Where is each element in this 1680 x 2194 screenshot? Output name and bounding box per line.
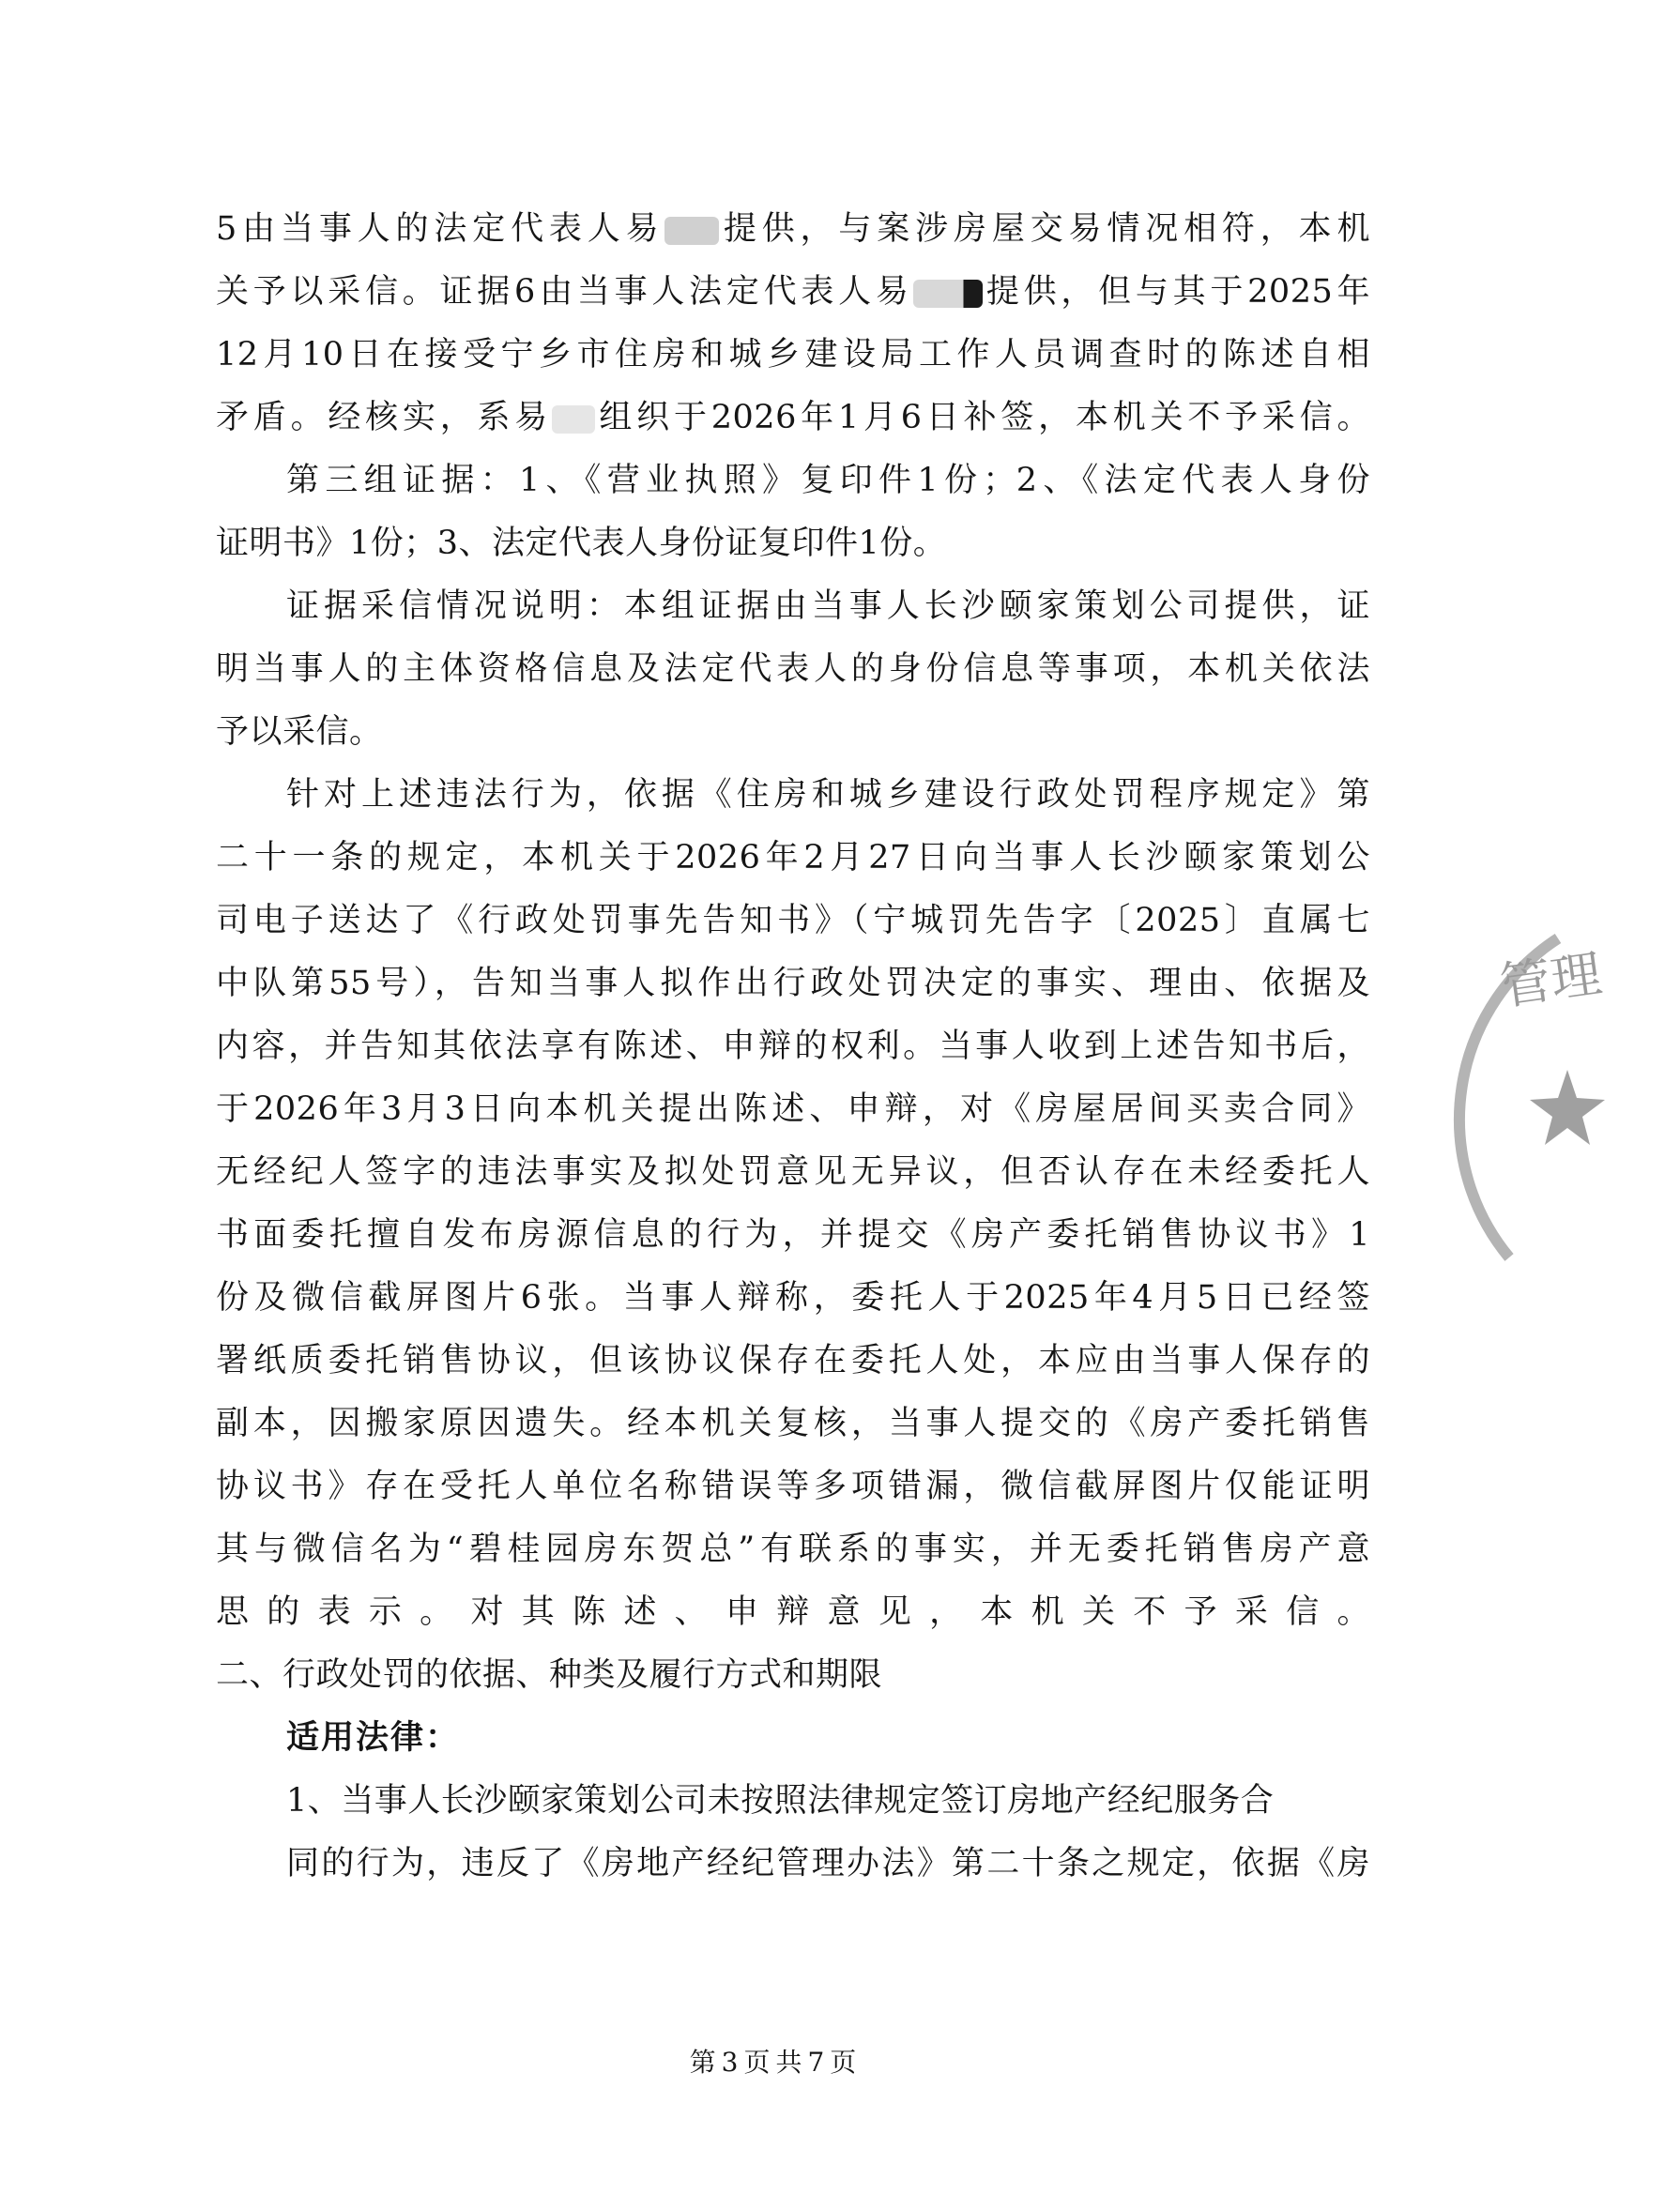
text-line: 第三组证据：1、《营业执照》复印件1份；2、《法定代表人身份 (286, 462, 1370, 499)
text-line: 同的行为，违反了《房地产经纪管理办法》第二十条之规定，依据《房 (286, 1845, 1370, 1882)
text-line: 无经纪人签字的违法事实及拟处罚意见无异议，但否认存在未经委托人 (216, 1153, 1370, 1191)
text-line: 于2026年3月3日向本机关提出陈述、申辩，对《房屋居间买卖合同》 (216, 1090, 1370, 1128)
text-line: 书面委托擅自发布房源信息的行为，并提交《房产委托销售协议书》1 (216, 1216, 1370, 1254)
text-line: 证据采信情况说明：本组证据由当事人长沙颐家策划公司提供，证 (286, 587, 1370, 625)
text-line: 份及微信截屏图片6张。当事人辩称，委托人于2025年4月5日已经签 (216, 1279, 1370, 1317)
text-line: 针对上述违法行为，依据《住房和城乡建设行政处罚程序规定》第 (286, 776, 1370, 814)
text-line: 5由当事人的法定代表人易 提供，与案涉房屋交易情况相符，本机 (216, 210, 1370, 248)
text-line: 关予以采信。证据6由当事人法定代表人易 提供，但与其于2025年 (216, 273, 1370, 311)
redaction-mark (552, 405, 595, 434)
text-line: 中队第55号），告知当事人拟作出行政处罚决定的事实、理由、依据及 (216, 965, 1370, 1002)
text-line: 明当事人的主体资格信息及法定代表人的身份信息等事项，本机关依法 (216, 650, 1370, 688)
section-heading: 适用法律： (286, 1719, 461, 1757)
text-line: 二十一条的规定，本机关于2026年2月27日向当事人长沙颐家策划公 (216, 839, 1370, 876)
text-line: 其与微信名为“碧桂园房东贺总”有联系的事实，并无委托销售房产意 (216, 1531, 1370, 1568)
text-line: 12月10日在接受宁乡市住房和城乡建设局工作人员调查时的陈述自相 (216, 336, 1370, 373)
text-line: 司电子送达了《行政处罚事先告知书》（宁城罚先告字〔2025〕直属七 (216, 902, 1370, 939)
body-text (216, 201, 1370, 1961)
text-line: 予以采信。 (216, 713, 383, 751)
official-seal-fragment (1492, 929, 1680, 1286)
text-line: 二、行政处罚的依据、种类及履行方式和期限 (216, 1656, 883, 1694)
text-line (216, 1898, 1370, 1961)
redaction-mark (664, 217, 719, 245)
redaction-mark (913, 280, 983, 308)
text-line: 署纸质委托销售协议，但该协议保存在委托人处，本应由当事人保存的 (216, 1342, 1370, 1379)
text-line: 协议书》存在受托人单位名称错误等多项错漏，微信截屏图片仅能证明 (216, 1468, 1370, 1505)
text-line: 证明书》1份；3、法定代表人身份证复印件1份。 (216, 525, 947, 562)
text-line: 矛盾。经核实，系易 组织于2026年1月6日补签，本机关不予采信。 (216, 399, 1370, 436)
page-number: 第3页共7页 (689, 2047, 863, 2078)
seal-text: 管理 (1496, 943, 1606, 1017)
text-line: 内容，并告知其依法享有陈述、申辩的权利。当事人收到上述告知书后， (216, 1028, 1370, 1065)
text-line: 1、当事人长沙颐家策划公司未按照法律规定签订房地产经纪服务合 (286, 1782, 1275, 1820)
text-line: 思的表示。对其陈述、申辩意见，本机关不予采信。 (216, 1593, 1370, 1631)
text-line: 副本，因搬家原因遗失。经本机关复核，当事人提交的《房产委托销售 (216, 1405, 1370, 1442)
